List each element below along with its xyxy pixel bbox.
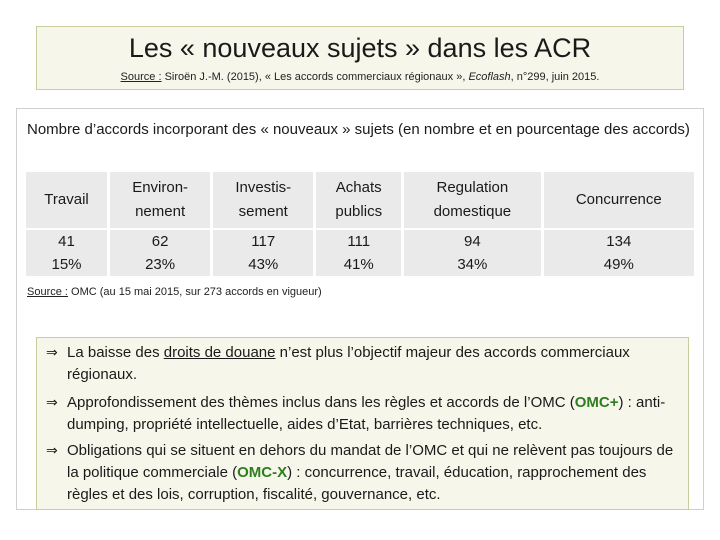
percent-value: 15% <box>51 256 82 273</box>
table-cell <box>316 230 401 276</box>
arrow-right-icon: ⇒ <box>46 345 58 361</box>
column-header-concurrence <box>544 172 694 228</box>
header-line: domestique <box>433 203 512 220</box>
column-header-environnement <box>110 172 210 228</box>
percent-value: 23% <box>145 256 176 273</box>
count-value: 94 <box>464 233 481 250</box>
column-header-achats-publics <box>316 172 401 228</box>
bullet-text-part: ) : concurrence, travail, éducation, rapprochement des règles et des lois, corruption, fiscalité, gouvernance, etc. <box>67 464 647 503</box>
title-box <box>36 26 684 90</box>
count-value: 117 <box>251 233 276 250</box>
header-source-text-before: Siroën J.-M. (2015), « Les accords commerciaux régionaux », <box>161 71 469 83</box>
header-line: Investis- <box>235 179 292 196</box>
column-header-regulation-domestique <box>404 172 540 228</box>
header-line: Regulation <box>436 179 509 196</box>
header-line: Environ- <box>132 179 189 196</box>
header-line: publics <box>335 203 383 220</box>
table-source-label: Source : <box>27 286 68 298</box>
bullet-text <box>46 440 686 506</box>
table-cell <box>213 230 313 276</box>
bullet-underlined-term: droits de douane <box>163 344 276 361</box>
percent-value: 34% <box>457 256 488 273</box>
bullet-item-3 <box>46 440 686 506</box>
bullet-item-1 <box>46 342 686 386</box>
count-value: 111 <box>347 233 371 250</box>
header-line: nement <box>135 203 186 220</box>
count-value: 41 <box>58 233 75 250</box>
highlight-omc-plus: OMC+ <box>574 394 619 411</box>
column-header-travail <box>26 172 107 228</box>
header-source-text-after: , n°299, juin 2015. <box>510 71 600 83</box>
bullet-text-part: ) : anti-dumping, propriété intellectuelle, aides d’Etat, barrières techniques, etc. <box>67 394 666 433</box>
table-source-text: OMC (au 15 mai 2015, sur 273 accords en vigueur) <box>67 286 322 298</box>
bullet-text-part: Approfondissement des thèmes inclus dans les règles et accords de l’OMC ( <box>67 394 575 411</box>
count-value: 62 <box>151 233 169 250</box>
percent-value: 49% <box>603 256 634 273</box>
column-header-investissement <box>213 172 313 228</box>
new-topics-table <box>23 170 697 278</box>
table-cell <box>110 230 210 276</box>
bullet-text-part: Obligations qui se situent en dehors du mandat de l’OMC et qui ne relèvent pas toujours de la politique commerciale ( <box>67 442 674 481</box>
intro-text: Nombre d’accords incorporant des « nouveaux » sujets (en nombre et en pourcentage des accords) <box>27 121 690 138</box>
bullet-text <box>46 392 686 436</box>
table-cell <box>404 230 540 276</box>
bullet-text <box>46 342 686 386</box>
arrow-right-icon: ⇒ <box>46 443 58 459</box>
header-line: Travail <box>44 191 89 208</box>
table-cell <box>26 230 107 276</box>
header-source-journal: Ecoflash <box>468 71 511 83</box>
bullet-text-part: La baisse des <box>67 344 164 361</box>
header-line: sement <box>238 203 288 220</box>
page-title: Les « nouveaux sujets » dans les ACR <box>128 33 592 63</box>
header-source-label: Source : <box>120 71 162 83</box>
table-row <box>26 230 694 276</box>
bullet-text-part: n’est plus l’objectif majeur des accords commerciaux régionaux. <box>67 344 630 383</box>
bullet-item-2 <box>46 392 686 436</box>
header-line: Concurrence <box>575 191 662 208</box>
percent-value: 41% <box>343 256 374 273</box>
arrow-right-icon: ⇒ <box>46 395 58 411</box>
table-header-row <box>26 172 694 228</box>
header-source <box>37 71 683 83</box>
percent-value: 43% <box>248 256 279 273</box>
table-source <box>27 286 322 298</box>
count-value: 134 <box>606 233 632 250</box>
highlight-omc-x: OMC-X <box>237 464 288 481</box>
header-line: Achats <box>335 179 382 196</box>
table-cell <box>544 230 694 276</box>
